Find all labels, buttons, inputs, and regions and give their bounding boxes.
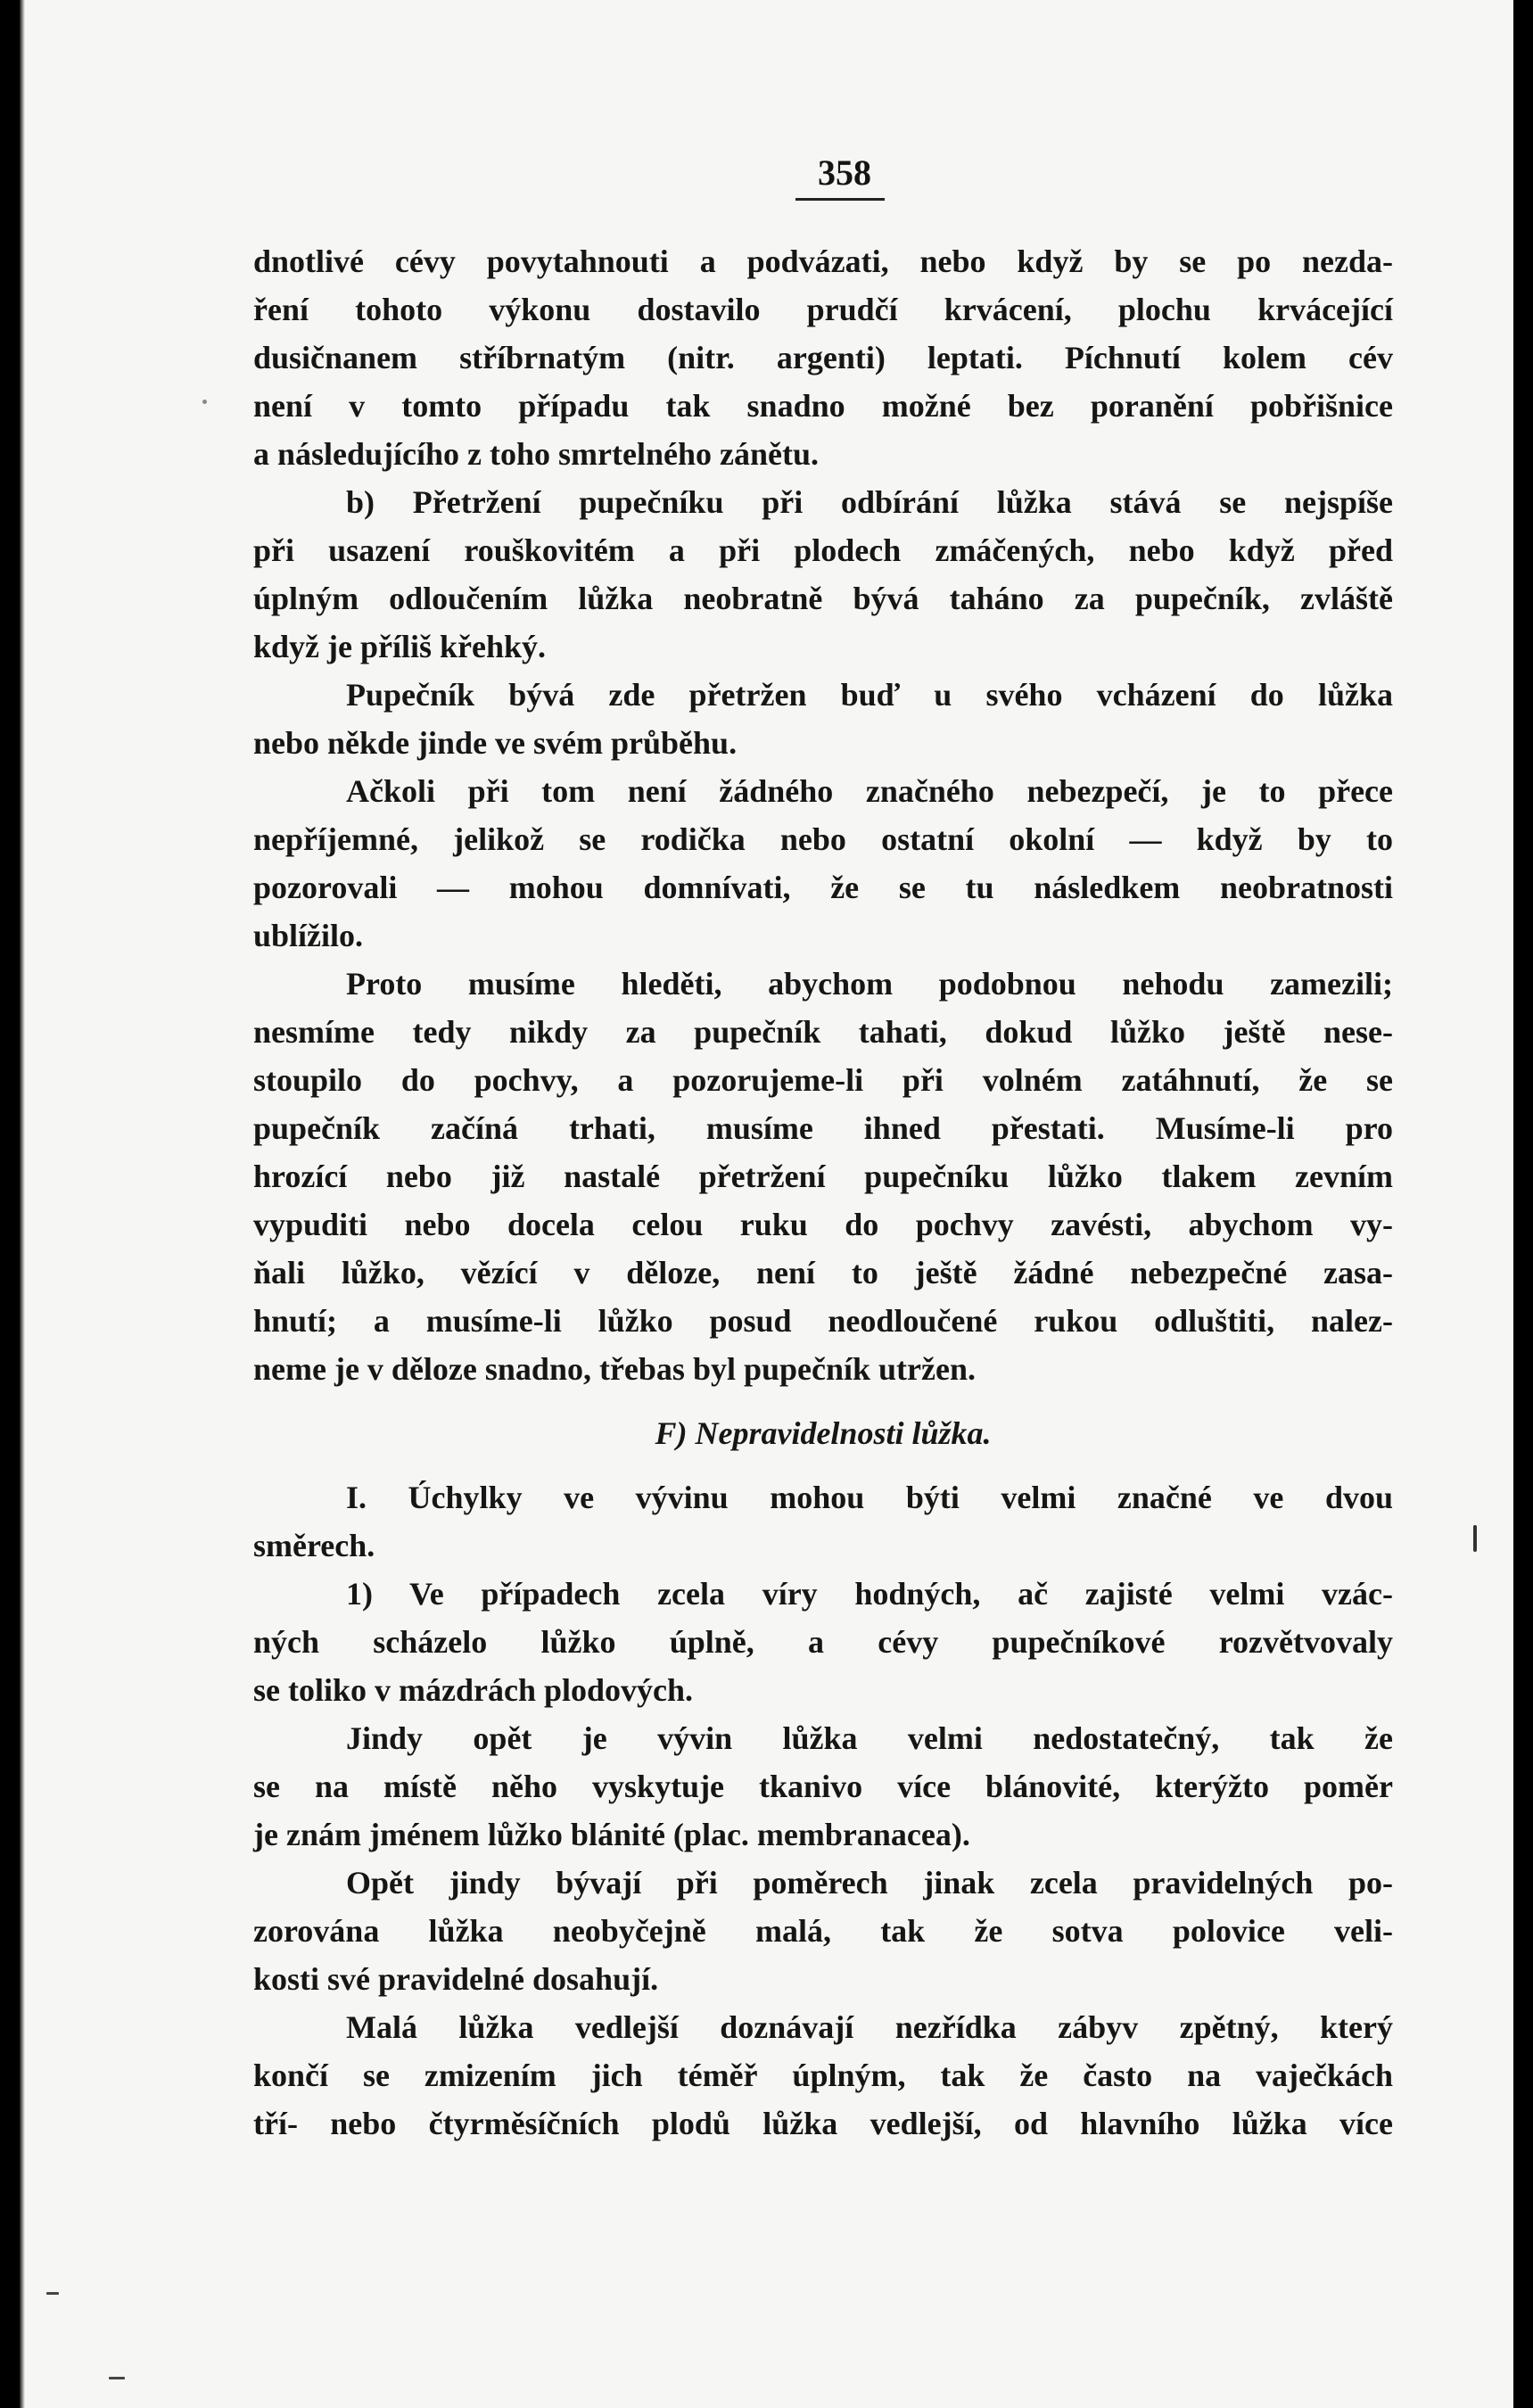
text-line: Ačkoli při tom není žádného značného nebezpečí, je to přece bbox=[346, 773, 1393, 809]
body-text bbox=[253, 237, 1393, 2148]
page-number: 358 bbox=[818, 153, 871, 193]
text-line: Malá lůžka vedlejší doznávají nezřídka zábyv zpětný, který bbox=[346, 2009, 1393, 2045]
text-line: je znám jménem lůžko blánité (plac. membranacea). bbox=[253, 1817, 970, 1852]
text-line: nesmíme tedy nikdy za pupečník tahati, dokud lůžko ještě nese- bbox=[253, 1014, 1393, 1050]
text-line: Opět jindy bývají při poměrech jinak zcela pravidelných po- bbox=[346, 1865, 1393, 1901]
text-line: dnotlivé cévy povytahnouti a podvázati, nebo když by se po nezda- bbox=[253, 243, 1393, 279]
text-line: když je příliš křehký. bbox=[253, 629, 547, 664]
scan-speck bbox=[46, 2292, 59, 2295]
text-line: zorována lůžka neobyčejně malá, tak že sotva polovice veli- bbox=[253, 1913, 1393, 1949]
text-line: stoupilo do pochvy, a pozorujeme-li při volném zatáhnutí, že se bbox=[253, 1062, 1393, 1098]
text-line: ňali lůžko, vězící v děloze, není to ještě žádné nebezpečné zasa- bbox=[253, 1255, 1393, 1291]
text-line: I. Úchylky ve vývinu mohou býti velmi značné ve dvou bbox=[346, 1480, 1393, 1515]
text-line: Pupečník bývá zde přetržen buď u svého vcházení do lůžka bbox=[346, 677, 1393, 713]
text-line: pupečník začíná trhati, musíme ihned přestati. Musíme-li pro bbox=[253, 1110, 1393, 1146]
text-line: kosti své pravidelné dosahují. bbox=[253, 1961, 659, 1997]
text-line: ření tohoto výkonu dostavilo prudčí krvácení, plochu krvácející bbox=[253, 292, 1393, 327]
text-line: hnutí; a musíme-li lůžko posud neodloučené rukou odluštiti, nalez- bbox=[253, 1303, 1393, 1339]
text-line: 1) Ve případech zcela víry hodných, ač zajisté velmi vzác- bbox=[346, 1576, 1393, 1612]
text-line: směrech. bbox=[253, 1528, 375, 1563]
scan-speck bbox=[1473, 1525, 1477, 1552]
text-line: neme je v děloze snadno, třebas byl pupečník utržen. bbox=[253, 1351, 976, 1387]
text-line: není v tomto případu tak snadno možné bez poranění pobřišnice bbox=[253, 388, 1393, 424]
text-line: při usazení rouškovitém a při plodech zmáčených, nebo když před bbox=[253, 532, 1393, 568]
scan-speck bbox=[109, 2377, 125, 2379]
text-line: vypuditi nebo docela celou ruku do pochvy zavésti, abychom vy- bbox=[253, 1207, 1393, 1242]
text-line: tří- nebo čtyrměsíčních plodů lůžka vedlejší, od hlavního lůžka více bbox=[253, 2106, 1393, 2141]
text-line: končí se zmizením jich téměř úplným, tak že často na vaječkách bbox=[253, 2058, 1393, 2093]
text-line: ných scházelo lůžko úplně, a cévy pupečníkové rozvětvovaly bbox=[253, 1624, 1393, 1660]
text-line: Jindy opět je vývin lůžka velmi nedostatečný, tak že bbox=[346, 1720, 1393, 1756]
book-page bbox=[20, 0, 1513, 2408]
text-line: hrozící nebo již nastalé přetržení pupečníku lůžko tlakem zevním bbox=[253, 1159, 1393, 1194]
text-line: úplným odloučením lůžka neobratně bývá taháno za pupečník, zvláště bbox=[253, 581, 1393, 616]
text-line: pozorovali — mohou domnívati, že se tu následkem neobratnosti bbox=[253, 870, 1393, 905]
scan-edge-shadow bbox=[20, 0, 25, 2408]
text-line: b) Přetržení pupečníku při odbírání lůžka stává se nejspíše bbox=[346, 484, 1393, 520]
text-line: ublížilo. bbox=[253, 918, 364, 953]
text-line: Proto musíme hleděti, abychom podobnou nehodu zamezili; bbox=[346, 966, 1393, 1002]
scan-speck bbox=[202, 400, 207, 404]
text-line: se toliko v mázdrách plodových. bbox=[253, 1672, 694, 1708]
page-number-rule bbox=[795, 198, 885, 201]
text-line: nepříjemné, jelikož se rodička nebo ostatní okolní — když by to bbox=[253, 821, 1393, 857]
section-heading: F) Nepravidelnosti lůžka. bbox=[655, 1415, 992, 1451]
text-line: se na místě něho vyskytuje tkanivo více blánovité, kterýžto poměr bbox=[253, 1769, 1393, 1804]
text-line: dusičnanem stříbrnatým (nitr. argenti) leptati. Píchnutí kolem cév bbox=[253, 340, 1393, 375]
text-line: a následujícího z toho smrtelného zánětu. bbox=[253, 436, 819, 472]
text-line: nebo někde jinde ve svém průběhu. bbox=[253, 725, 738, 761]
